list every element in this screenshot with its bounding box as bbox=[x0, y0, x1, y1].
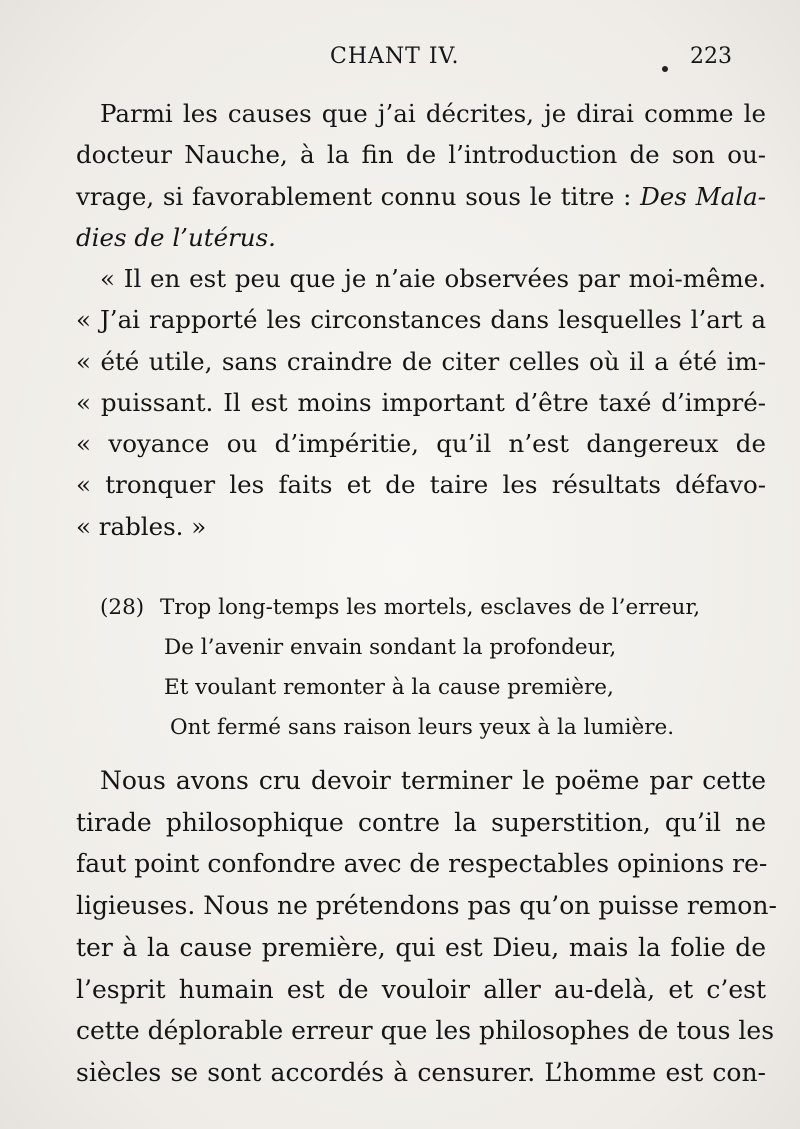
text-line: tirade philosophique contre la superstition, qu’il ne bbox=[76, 807, 766, 837]
quote-line: « puissant. Il est moins important d’être taxé d’impré- bbox=[76, 387, 766, 417]
italic-book-title-cont: dies de l’utérus. bbox=[76, 222, 276, 252]
text-line: cette déplorable erreur que les philosophes de tous les bbox=[76, 1016, 775, 1046]
running-title: CHANT IV. bbox=[330, 44, 460, 69]
paragraph-intro bbox=[76, 93, 766, 258]
footnote-verses bbox=[100, 588, 720, 748]
text-line: ligieuses. Nous ne prétendons pas qu’on puisse remon- bbox=[76, 891, 777, 921]
page-number: 223 bbox=[690, 44, 732, 69]
verse-line: Trop long-temps les mortels, esclaves de l’erreur, bbox=[160, 595, 701, 620]
paragraph-commentary bbox=[76, 760, 777, 1094]
quote-line: « J’ai rapporté les circonstances dans lesquelles l’art a bbox=[76, 305, 766, 335]
text-line-with-title bbox=[76, 176, 766, 217]
quote-line: « Il en est peu que je n’aie observées par moi-même. bbox=[100, 264, 766, 293]
quote-line: « voyance ou d’impéritie, qu’il n’est dangereux de bbox=[76, 429, 766, 459]
text-line: Parmi les causes que j’ai décrites, je dirai comme le bbox=[100, 99, 766, 128]
text-line: siècles se sont accordés à censurer. L’homme est con- bbox=[76, 1057, 766, 1087]
quotation-block bbox=[76, 258, 766, 547]
footnote-row bbox=[100, 588, 720, 628]
text-line: faut point confondre avec de respectables opinions re- bbox=[76, 849, 768, 879]
text-line: docteur Nauche, à la fin de l’introduction de son ou- bbox=[76, 140, 766, 170]
italic-book-title: Des Mala- bbox=[640, 181, 766, 211]
text-line: Nous avons cru devoir terminer le poëme par cette bbox=[100, 766, 766, 795]
quote-line: « rables. » bbox=[76, 511, 207, 541]
verse-line: De l’avenir envain sondant la profondeur, bbox=[164, 635, 617, 660]
footnote-number: (28) bbox=[100, 595, 145, 620]
verse-line: Ont fermé sans raison leurs yeux à la lumière. bbox=[170, 715, 675, 740]
quote-line: « été utile, sans craindre de citer celles où il a été im- bbox=[76, 346, 766, 376]
text-line: ter à la cause première, qui est Dieu, mais la folie de bbox=[76, 932, 766, 962]
page-header bbox=[0, 40, 800, 80]
ink-speck bbox=[662, 66, 668, 72]
text-line bbox=[76, 217, 766, 258]
quote-line: « tronquer les faits et de taire les résultats défavo- bbox=[76, 470, 766, 500]
text-segment: vrage, si favorablement connu sous le titre : bbox=[76, 181, 641, 211]
text-line: l’esprit humain est de vouloir aller au-delà, et c’est bbox=[76, 974, 766, 1004]
verse-line: Et voulant remonter à la cause première, bbox=[164, 675, 614, 700]
